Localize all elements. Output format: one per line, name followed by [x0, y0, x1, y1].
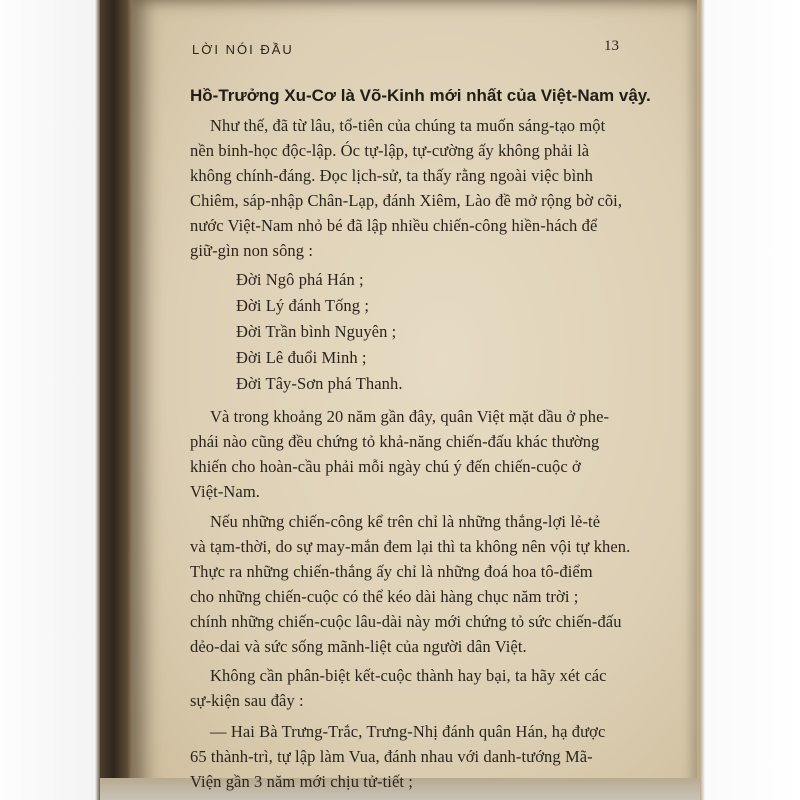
text-line: Như thế, đã từ lâu, tổ-tiên của chúng ta muốn sáng-tạo một: [210, 116, 606, 135]
text-line: giữ-gìn non sông :: [190, 241, 314, 260]
text-line: Và trong khoảng 20 năm gần đây, quân Việt mặt dầu ở phe-: [210, 407, 610, 426]
text-line: 65 thành-trì, tự lập làm Vua, đánh nhau với danh-tướng Mã-: [190, 747, 593, 766]
text-line: Viện gần 3 năm mới chịu tử-tiết ;: [190, 772, 413, 791]
text-line: khiến cho hoàn-cầu phải mỗi ngày chú ý đến chiến-cuộc ở: [190, 457, 581, 476]
text-line: cho những chiến-cuộc có thể kéo dài hàng chục năm trời ;: [190, 587, 579, 606]
text-line: không chính-đáng. Đọc lịch-sử, ta thấy rằng ngoài việc bình: [190, 166, 593, 185]
text-line: phái nào cũng đều chứng tỏ khả-năng chiến-đấu khác thường: [190, 432, 600, 451]
opening-bold-sentence: Hồ-Trưởng Xu-Cơ là Võ-Kinh mới nhất của Việt-Nam vậy.: [190, 86, 651, 105]
running-title: LỜI NÓI ĐẦU: [192, 42, 294, 57]
text-line: Thực ra những chiến-thắng ấy chỉ là những đoá hoa tô-điểm: [190, 562, 593, 581]
text-line: Chiêm, sáp-nhập Chân-Lạp, đánh Xiêm, Lào đề mở rộng bờ cõi,: [190, 191, 623, 210]
text-line: sự-kiện sau đây :: [190, 691, 304, 710]
poem-line: Đời Ngô phá Hán ;: [236, 270, 364, 289]
book-spine: [100, 0, 134, 800]
text-line: dẻo-dai và sức sống mãnh-liệt của người dân Việt.: [190, 637, 527, 656]
poem-line: Đời Lý đánh Tống ;: [236, 296, 370, 315]
text-line: và tạm-thời, do sự may-mắn đem lại thì ta không nên vội tự khen.: [190, 537, 631, 556]
poem-line: Đời Trần bình Nguyên ;: [236, 322, 397, 341]
text-line: nước Việt-Nam nhỏ bé đã lập nhiều chiến-công hiền-hách để: [190, 216, 598, 235]
text-line: — Hai Bà Trưng-Trắc, Trưng-Nhị đánh quân Hán, hạ được: [210, 722, 606, 741]
page-number: 13: [604, 38, 619, 54]
text-line: Việt-Nam.: [190, 482, 261, 501]
poem-line: Đời Lê đuổi Minh ;: [236, 348, 367, 367]
text-line: chính những chiến-cuộc lâu-dài này mới chứng tỏ sức chiến-đấu: [190, 612, 622, 631]
text-line: Không cần phân-biệt kết-cuộc thành hay bại, ta hãy xét các: [210, 666, 607, 685]
text-line: nền binh-học độc-lập. Óc tự-lập, tự-cường ấy không phải là: [190, 141, 590, 160]
poem-line: Đời Tây-Sơn phá Thanh.: [236, 374, 403, 393]
text-line: Nếu những chiến-công kể trên chỉ là những thắng-lợi lẻ-tẻ: [210, 512, 601, 531]
